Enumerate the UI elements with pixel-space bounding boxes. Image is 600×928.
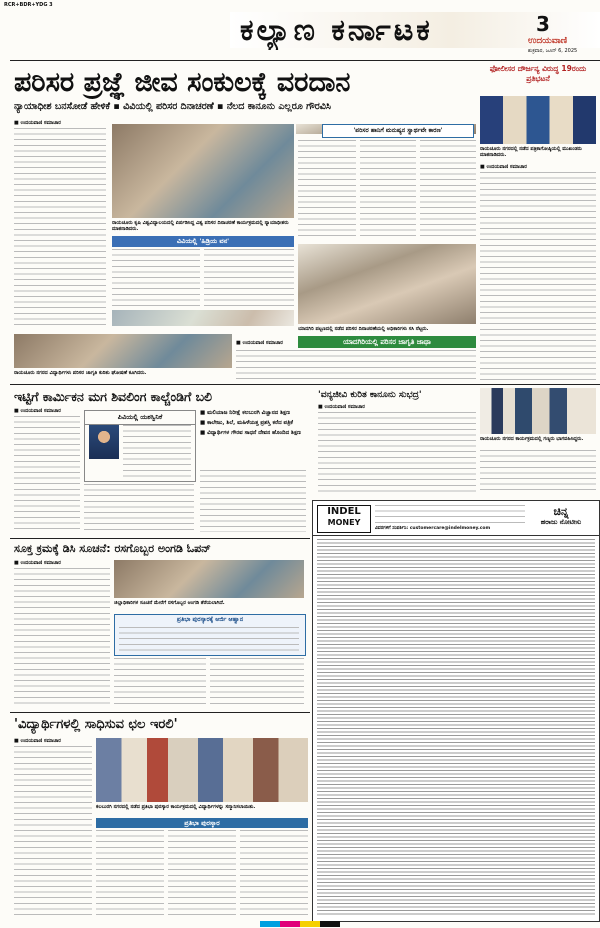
masthead-rule [10,60,600,61]
promo-headline: ಫೋಲೀಸರ ದೌರ್ಜನ್ಯ ವಿರುದ್ಧ 19ರಂದು ಪ್ರತಿಭಟನೆ [489,64,587,83]
lead-byline: ■ ಉದಯವಾಣಿ ಸಮಾಚಾರ [14,120,61,126]
students-body-col-1 [14,746,92,918]
ad-contact: ವಿವರಗಳಿಗೆ ಸಂಪರ್ಕಿಸಿ: customercare@indelmoney.com [375,526,491,531]
sidebar-byline: ■ ಉದಯವಾಣಿ ಸಮಾಚಾರ [480,164,527,170]
jewel-notice-text: ಪ್ರತಿಭಾ ಪುರಸ್ಕಾರಕ್ಕೆ ಅರ್ಜಿ ಆಹ್ವಾನ [176,616,244,623]
labour-body-col-2 [84,484,194,532]
students-body-col-4 [240,830,308,918]
wildlife-body [318,412,476,492]
jewel-headline: ಸೂಕ್ತ ಕ್ರಮಕ್ಕೆ ಡಿಸಿ ಸೂಚನೆ: ರಸಗೊಬ್ಬರ ಅಂಗಡಿ ಓಪನ್ [14,542,211,555]
labour-bullets [200,410,306,437]
students-rally-photo [14,334,232,368]
rule-1 [10,384,600,385]
ad-subtitle: ಹರಾಜು ನೋಟೀಸು [540,518,582,526]
lead-photo-caption: ರಾಯಚೂರು ಕೃಷಿ ವಿಶ್ವವಿದ್ಯಾಲಯದಲ್ಲಿ ಏರ್ಪಡಿಸಿದ್ದ ವಿಶ್ವ ಪರಿಸರ ದಿನಾಚರಣೆ ಕಾರ್ಯಕ್ರಮದಲ್ಲಿ ನ್ಯಾಯಾಧೀಶರು ಮಾತನಾಡಿದರು. [112,220,289,232]
sidebar-caption: ರಾಯಚೂರು ನಗರದಲ್ಲಿ ನಡೆದ ಪತ್ರಿಕಾಗೋಷ್ಠಿಯಲ್ಲಿ ಮುಖಂಡರು ಮಾತನಾಡಿದರು. [480,146,582,158]
promo-box [480,64,596,92]
brand-name: ಉದಯವಾಣಿ [528,36,568,46]
jewel-photo [114,560,304,598]
sidebar-photo [480,96,596,144]
yadgir-body [236,350,476,380]
labour-headline: ಇಟ್ಟಿಗೆ ಕಾರ್ಮಿಕನ ಮಗ ಶಿವಲಿಂಗ ಕಾಲ್ಚೆಂಡಿಗೆ ಬಲಿ [14,389,213,404]
labour-bullet-2: ■ ಕಾಲೇಜು, ಶಿಲೆ, ಮಹಿಳೆಯತ್ತ ಪ್ರಶಸ್ತಿ ಕರೆದ ಪತ್ರಿಕೆ [200,420,293,426]
labour-byline: ■ ಉದಯವಾಣಿ ಸಮಾಚಾರ [14,408,61,414]
section-title: ಕಲ್ಯಾಣ ಕರ್ನಾಟಕ [240,13,433,48]
lead-headline: ಪರಿಸರ ಪ್ರಜ್ಞೆ ಜೀವ ಸಂಕುಲಕ್ಕೆ ವರದಾನ [14,67,351,98]
labour-box [84,410,196,482]
ad-title: ಚಿನ್ನ [553,505,569,518]
ad-title-box [529,505,593,531]
rule-3 [10,712,310,713]
date-line: ಶುಕ್ರವಾರ, ಜೂನ್ 6, 2025 [528,48,578,54]
yadgir-banner: ಯಾದಗಿರಿಯಲ್ಲಿ ಪರಿಸರ ಜಾಗೃತಿ ಜಾಥಾ [298,336,476,348]
jewel-notice [114,614,306,656]
lead-subheadline: ನ್ಯಾಯಾಧೀಶ ಬನಸೋಡೆ ಹೇಳಿಕೆ ▪ ವಿವಿಯಲ್ಲಿ ಪರಿಸರ ದಿನಾಚರಣೆ ▪ ನೆಲದ ಕಾನೂನು ಎಲ್ಲರೂ ಗೌರವಿಸಿ [14,101,331,112]
ad-header-text [375,505,525,523]
students-body-col-2 [96,830,164,918]
wildlife-headline: 'ವನ್ಯಜೀವಿ ಕುರಿತ ಕಾನೂನು ಸುಭದ್ರ' [318,390,422,400]
students-headline: 'ವಿದ್ಯಾರ್ಥಿಗಳಲ್ಲಿ ಸಾಧಿಸುವ ಛಲ ಇರಲಿ' [14,717,178,732]
jewel-body-col-1 [14,568,110,708]
ceremony-photo [298,244,476,324]
rally-caption: ರಾಯಚೂರು ನಗರದ ವಿದ್ಯಾರ್ಥಿಗಳು ಪರಿಸರ ಜಾಗೃತಿ ಕುರಿತು ಘೋಷಣೆ ಕೂಗಿದರು. [14,370,147,376]
vv-box-body-2 [204,249,294,307]
gold-auction-ad [312,500,600,922]
lead-body-col-3 [360,140,416,240]
lead-quote-text: 'ಪರಿಸರ ಹಾನಿಗೆ ಮನುಷ್ಯನ ಸ್ವಾರ್ಥವೇ ಕಾರಣ' [353,127,443,134]
students-caption: ಕಲಬುರಗಿ ನಗರದಲ್ಲಿ ನಡೆದ ಪ್ರತಿಭಾ ಪುರಸ್ಕಾರ ಕಾರ್ಯಕ್ರಮದಲ್ಲಿ ವಿದ್ಯಾರ್ಥಿಗಳನ್ನು ಸನ್ಮಾನಿಸಲಾಯಿತು. [96,804,256,810]
page-number: 3 [536,12,550,36]
lead-body-col-2 [298,140,356,240]
vv-photo [112,310,294,326]
students-body-col-3 [168,830,236,918]
ad-brand-line2: MONEY [327,518,361,527]
labour-box-body [123,425,191,477]
labour-body-col-3 [200,470,306,532]
students-photo [96,738,308,802]
labour-box-title: ಪಿವಿಯಲ್ಲಿ ಯಶಸ್ವಿನಿಕೆ [85,411,195,425]
vv-box-title: ವಿವಿಯಲ್ಲಿ 'ಹಿಡ್ರಿಯ ವನ' [112,236,294,247]
yadgir-byline: ■ ಉದಯವಾಣಿ ಸಮಾಚಾರ [236,340,283,346]
rule-2 [10,538,310,539]
jewel-byline: ■ ಉದಯವಾಣಿ ಸಮಾಚಾರ [14,560,61,566]
lead-photo-1 [112,124,294,218]
ad-rule [313,535,599,536]
jewel-caption: ಜಿಲ್ಲಾಧಿಕಾರಿಗಳ ಸೂಚನೆ ಮೇರೆಗೆ ರಸಗೊಬ್ಬರ ಅಂಗಡಿ ತೆರೆಯಲಾಗಿದೆ. [114,600,225,606]
color-register-marks [260,921,340,927]
ad-brand-line1: INDEL [327,506,361,517]
labour-portrait [89,425,119,459]
edition-code: RCR+BDR+YDG 3 [4,2,53,8]
labour-body-col-1 [14,416,80,532]
sidebar-body [480,172,596,382]
jewel-body-col-2 [114,658,206,708]
ceremony-caption: ಯಾದಗಿರಿ ಪಟ್ಟಣದಲ್ಲಿ ನಡೆದ ಪರಿಸರ ದಿನಾಚರಣೆಯಲ್ಲಿ ಅಧಿಕಾರಿಗಳು ಸಸಿ ನೆಟ್ಟರು. [298,326,429,332]
ad-brand-logo [317,505,371,533]
wildlife-photo [480,388,596,434]
jewel-notice-body [119,627,299,653]
ad-listing [317,539,595,915]
lead-body-col-1 [14,128,106,328]
lead-body-col-4 [420,140,476,240]
labour-bullet-3: ■ ವಿದ್ಯಾರ್ಥಿಗಳ ಗೌರವ ಸಾಧನೆ ದೇವನ ಹೊಂದಿದ ಶಿಕ್ಷಣ [200,430,301,436]
wildlife-caption: ರಾಯಚೂರು ನಗರದ ಕಾರ್ಯಕ್ರಮದಲ್ಲಿ ಗಣ್ಯರು ಭಾಗವಹಿಸಿದ್ದರು. [480,436,584,442]
students-byline: ■ ಉದಯವಾಣಿ ಸಮಾಚಾರ [14,738,61,744]
labour-bullet-1: ■ ಮಲಿಯಾಜ ನಿರೀಕ್ಷೆ ಕಲಬುರಗಿ ವಿಜ್ಞಾನದ ಶಿಕ್ಷಣ [200,410,291,416]
vv-box-body-1 [112,249,200,307]
jewel-body-col-3 [210,658,304,708]
wildlife-byline: ■ ಉದಯವಾಣಿ ಸಮಾಚಾರ [318,404,365,410]
lead-quote-box [322,124,474,138]
wildlife-body-2 [480,450,596,492]
students-box-title: ಪ್ರತಿಭಾ ಪುರಸ್ಕಾರ [96,818,308,828]
